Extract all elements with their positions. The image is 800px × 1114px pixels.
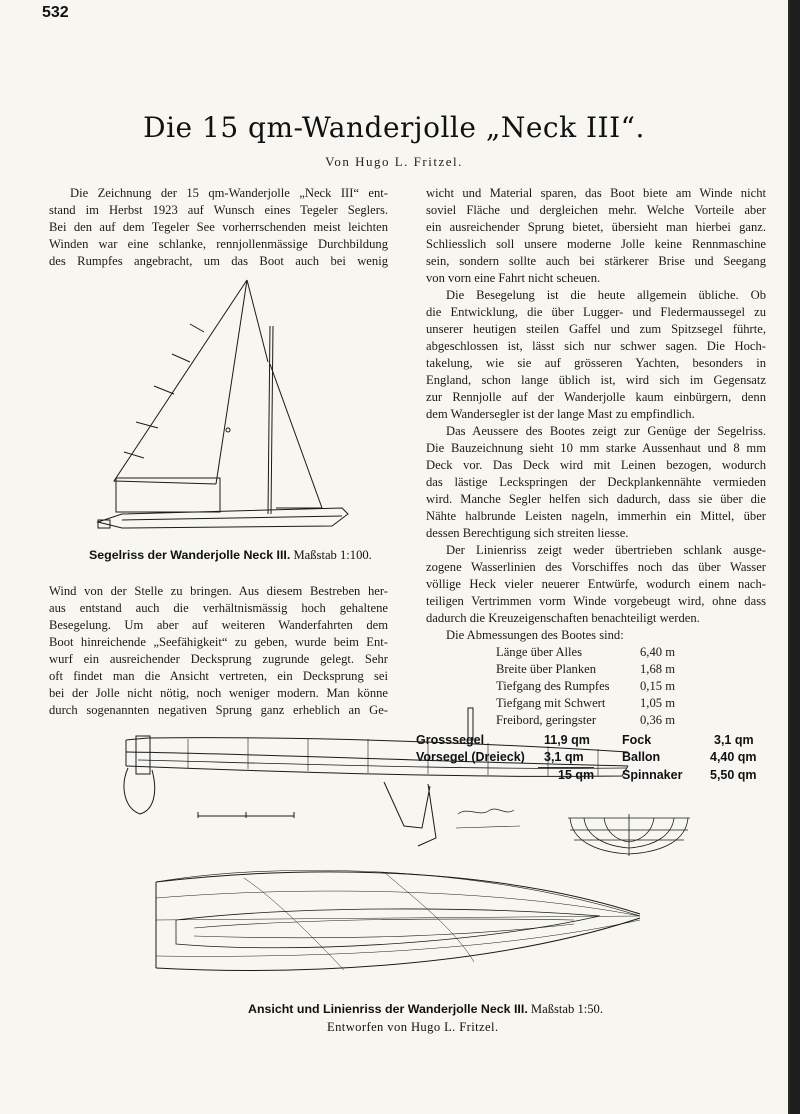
text-line: oft findet man die Ansicht vertreten, ein Decksprung sei bbox=[49, 669, 388, 683]
text-line: bei der Jolle nicht nötig, noch weniger modern. Man könne bbox=[49, 686, 388, 700]
text-line: soviel Fläche und dergleichen mehr. Welche Vorteile aber bbox=[426, 203, 766, 217]
text-line: Die Besegelung ist die heute allgemein übliche. Ob bbox=[446, 288, 766, 302]
text-line: wird. Manche Segler helfen sich dadurch, dass sie über die bbox=[426, 492, 766, 506]
caption-scale: Maßstab 1:100. bbox=[293, 548, 372, 562]
dimension-label: Länge über Alles bbox=[496, 645, 583, 659]
figure-caption bbox=[89, 548, 372, 563]
dimension-label: Freibord, geringster bbox=[496, 713, 597, 727]
text-line: England, schon lange üblich ist, wird sich im Gegensatz bbox=[426, 373, 766, 387]
article-author: Von Hugo L. Fritzel. bbox=[325, 154, 463, 169]
sail-value: 11,9 qm bbox=[544, 733, 590, 747]
text-line: Nähte halbrunde Leisten nageln, immerhin ein Mittel, über bbox=[426, 509, 766, 523]
sail-label: Fock bbox=[622, 733, 652, 747]
hull-profile-drawing bbox=[118, 706, 634, 856]
text-line: Schliesslich soll unsere moderne Jolle keine Rennmaschine bbox=[426, 237, 766, 251]
text-line: zogene Wasserlinien des Vorschiffes noch das über Wasser bbox=[426, 560, 766, 574]
sail-value: 3,1 qm bbox=[544, 750, 584, 764]
sail-label: Grosssegel bbox=[416, 733, 485, 747]
text-line: die Entwicklung, die über Lugger- und Fledermaussegel zu bbox=[426, 305, 766, 319]
text-line: dem Wandersegler ist der lange Mast zu empfindlich. bbox=[426, 407, 695, 421]
text-line: Boot hinreichende „Seefähigkeit“ zu geben, wurde beim Ent- bbox=[49, 635, 388, 649]
text-line: Wind von der Stelle zu bringen. Aus diesem Bestreben her- bbox=[49, 584, 388, 598]
article-title: Die 15 qm-Wanderjolle „Neck III“. bbox=[143, 111, 645, 144]
text-line: Die Abmessungen des Bootes sind: bbox=[446, 628, 624, 642]
page-number: 532 bbox=[42, 4, 69, 21]
dimension-value: 0,15 m bbox=[640, 679, 675, 693]
text-line: durch sogenannten negativen Sprung ganz erheblich an Ge- bbox=[49, 703, 388, 717]
caption-bold: Segelriss der Wanderjolle Neck III. bbox=[89, 548, 291, 562]
sail-value: 5,50 qm bbox=[710, 768, 757, 782]
dimension-value: 1,68 m bbox=[640, 662, 675, 676]
text-line: wurf ein ausreichender Decksprung zugrunde gelegt. Sehr bbox=[49, 652, 388, 666]
text-line: von vorn eine Fahrt nicht scheuen. bbox=[426, 271, 601, 285]
sail-plan-drawing bbox=[92, 276, 354, 540]
sail-label: Spinnaker bbox=[622, 768, 683, 782]
designer-credit: Entworfen von Hugo L. Fritzel. bbox=[327, 1020, 499, 1034]
text-line: takelung, wie sie auf grösseren Yachten, besonders in bbox=[426, 356, 766, 370]
dimension-value: 6,40 m bbox=[640, 645, 675, 659]
sail-value: 4,40 qm bbox=[710, 750, 757, 764]
text-line: Deck vor. Das Deck wird mit Leinen bezogen, wodurch bbox=[426, 458, 766, 472]
text-line: zur Rennjolle auf der Wanderjolle kaum einbürgern, denn bbox=[426, 390, 766, 404]
text-line: ein ausreichender Sprung bietet, übersieht man hierbei ganz. bbox=[426, 220, 766, 234]
sail-label: Ballon bbox=[622, 750, 661, 764]
text-line: abgeschlossen ist, lässt sich nur schwer sagen. Die Hoch- bbox=[426, 339, 766, 353]
text-line: wicht und Material sparen, das Boot biete am Winde nicht bbox=[426, 186, 766, 200]
text-line: unserer heutigen steilen Gaffel und zum Spitzsegel führte, bbox=[426, 322, 766, 336]
hull-sections-drawing bbox=[564, 812, 694, 858]
text-line: Winden war eine schlanke, rennjollenmässige Durchbildung bbox=[49, 237, 388, 251]
sail-total: 15 qm bbox=[558, 768, 595, 782]
text-line: das lästige Leckspringen der Deckplankennähte vermieden bbox=[426, 475, 766, 489]
text-line: teiligen Vertrimmen vorm Winde vorgebeugt wird, ohne dass bbox=[426, 594, 766, 608]
text-line: Die Zeichnung der 15 qm-Wanderjolle „Neck III“ ent- bbox=[70, 186, 388, 200]
dimension-label: Tiefgang des Rumpfes bbox=[496, 679, 610, 693]
text-line: Besegelung. Um aber auf weiteren Wanderfahrten dem bbox=[49, 618, 388, 632]
text-line: aus entstand auch die verhältnismässig hoch gehaltene bbox=[49, 601, 388, 615]
dimension-value: 1,05 m bbox=[640, 696, 675, 710]
text-line: sein, sondern sollte auch bei stärkerer Brise und Seegang bbox=[426, 254, 766, 268]
dimension-value: 0,36 m bbox=[640, 713, 675, 727]
sail-label: Vorsegel (Dreieck) bbox=[416, 750, 525, 764]
text-line: des Rumpfes angebracht, um das Boot auch bei wenig bbox=[49, 254, 388, 268]
hull-plan-drawing bbox=[154, 858, 644, 980]
text-line: Der Linienriss zeigt weder übertrieben schlank ausge- bbox=[446, 543, 766, 557]
caption-scale: Maßstab 1:50. bbox=[530, 1002, 603, 1016]
book-spine-shadow bbox=[790, 0, 800, 1114]
text-line: dadurch die Kreuzeigenschaften benachteiligt werden. bbox=[426, 611, 700, 625]
text-line: dessen Berechtigung sich streiten liesse. bbox=[426, 526, 629, 540]
text-line: Bei den auf dem Tegeler See vorherrschenden meist leichten bbox=[49, 220, 388, 234]
text-line: stand im Herbst 1923 auf Wunsch eines Tegeler Seglers. bbox=[49, 203, 388, 217]
dimension-label: Tiefgang mit Schwert bbox=[496, 696, 606, 710]
dimension-label: Breite über Planken bbox=[496, 662, 597, 676]
text-line: Das Aeussere des Bootes zeigt zur Genüge der Segelriss. bbox=[446, 424, 766, 438]
caption-bold: Ansicht und Linienriss der Wanderjolle Neck III. bbox=[248, 1002, 528, 1016]
figure-caption-lines bbox=[248, 1002, 603, 1017]
sail-value: 3,1 qm bbox=[714, 733, 754, 747]
text-line: völlige Heck vieler neuerer Entwürfe, wodurch einem nach- bbox=[426, 577, 766, 591]
text-line: Die Bauzeichnung sieht 10 mm starke Aussenhaut und 8 mm bbox=[426, 441, 766, 455]
